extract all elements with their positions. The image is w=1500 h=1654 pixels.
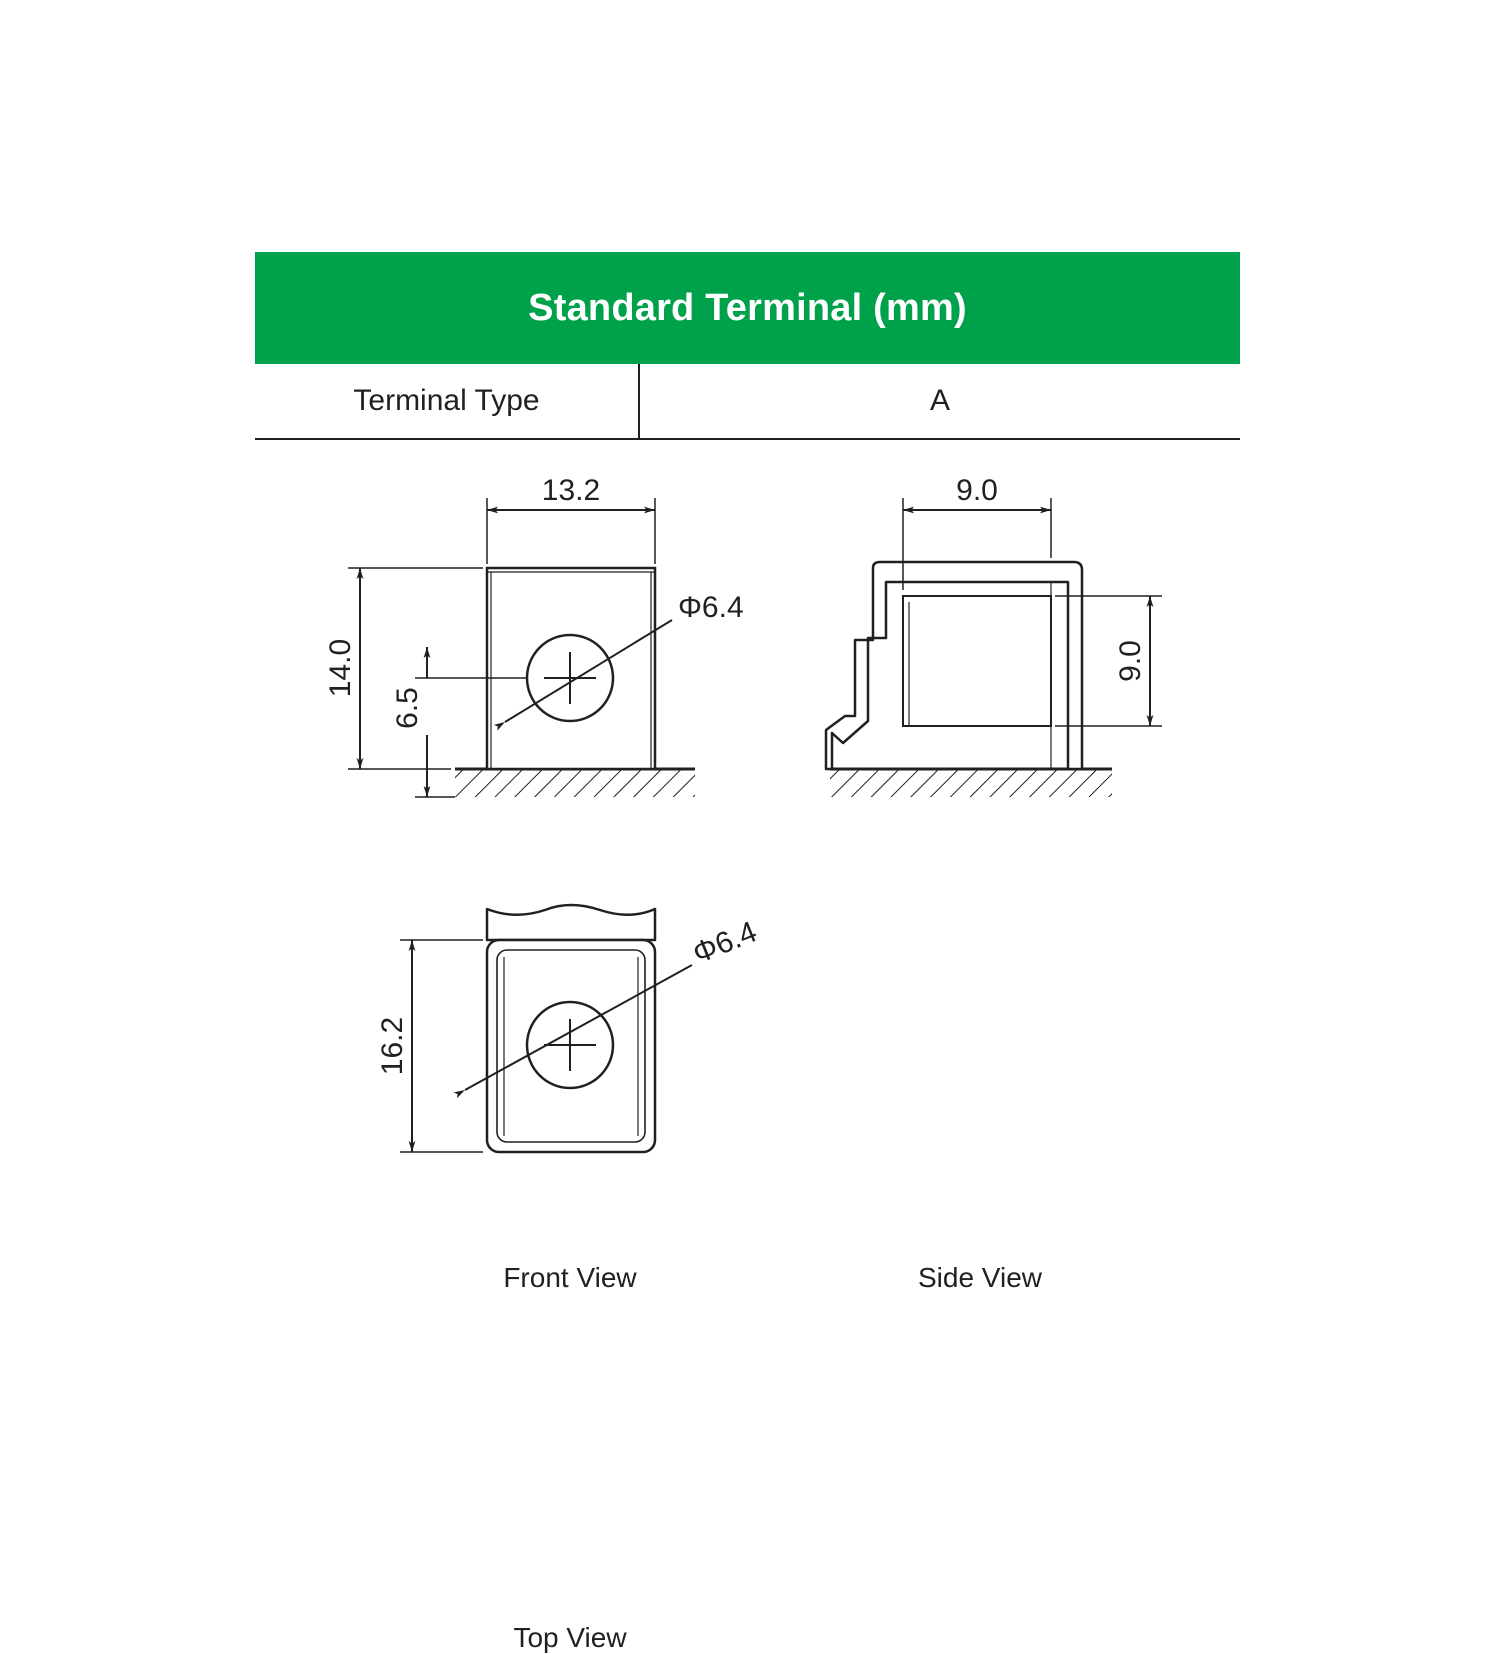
top-depth-dim-text: 16.2 xyxy=(376,1016,409,1076)
front-width-dim-text: 13.2 xyxy=(541,474,601,507)
terminal-type-value-cell xyxy=(640,364,1240,438)
front-holecenter-dim-text: 6.5 xyxy=(391,687,424,729)
terminal-type-row xyxy=(255,364,1240,440)
front-view-group xyxy=(324,474,744,797)
front-view-caption: Front View xyxy=(503,1262,637,1293)
front-view-ground-hatch xyxy=(455,769,695,797)
terminal-type-label: Terminal Type xyxy=(353,384,540,417)
terminal-type-label-cell xyxy=(255,364,640,438)
terminal-type-value: A xyxy=(929,384,950,417)
side-view-ground-hatch xyxy=(830,769,1112,797)
front-hole-dia-text: Φ6.4 xyxy=(678,591,744,624)
top-view-group xyxy=(376,905,761,1152)
standard-terminal-title-bar xyxy=(255,252,1240,364)
page-title: Standard Terminal (mm) xyxy=(528,286,967,329)
side-view-body-rect xyxy=(903,596,1051,726)
side-width-dim-text: 9.0 xyxy=(956,474,998,507)
side-height-dim-text: 9.0 xyxy=(1114,640,1147,682)
side-view-group xyxy=(826,474,1162,797)
top-view-caption: Top View xyxy=(513,1622,627,1653)
front-height-dim-text: 14.0 xyxy=(324,638,357,698)
top-hole-dia-text: Φ6.4 xyxy=(688,915,762,971)
side-view-caption: Side View xyxy=(917,1262,1042,1293)
terminal-technical-drawing xyxy=(0,440,1500,1260)
top-view-tab-outline xyxy=(487,905,655,940)
